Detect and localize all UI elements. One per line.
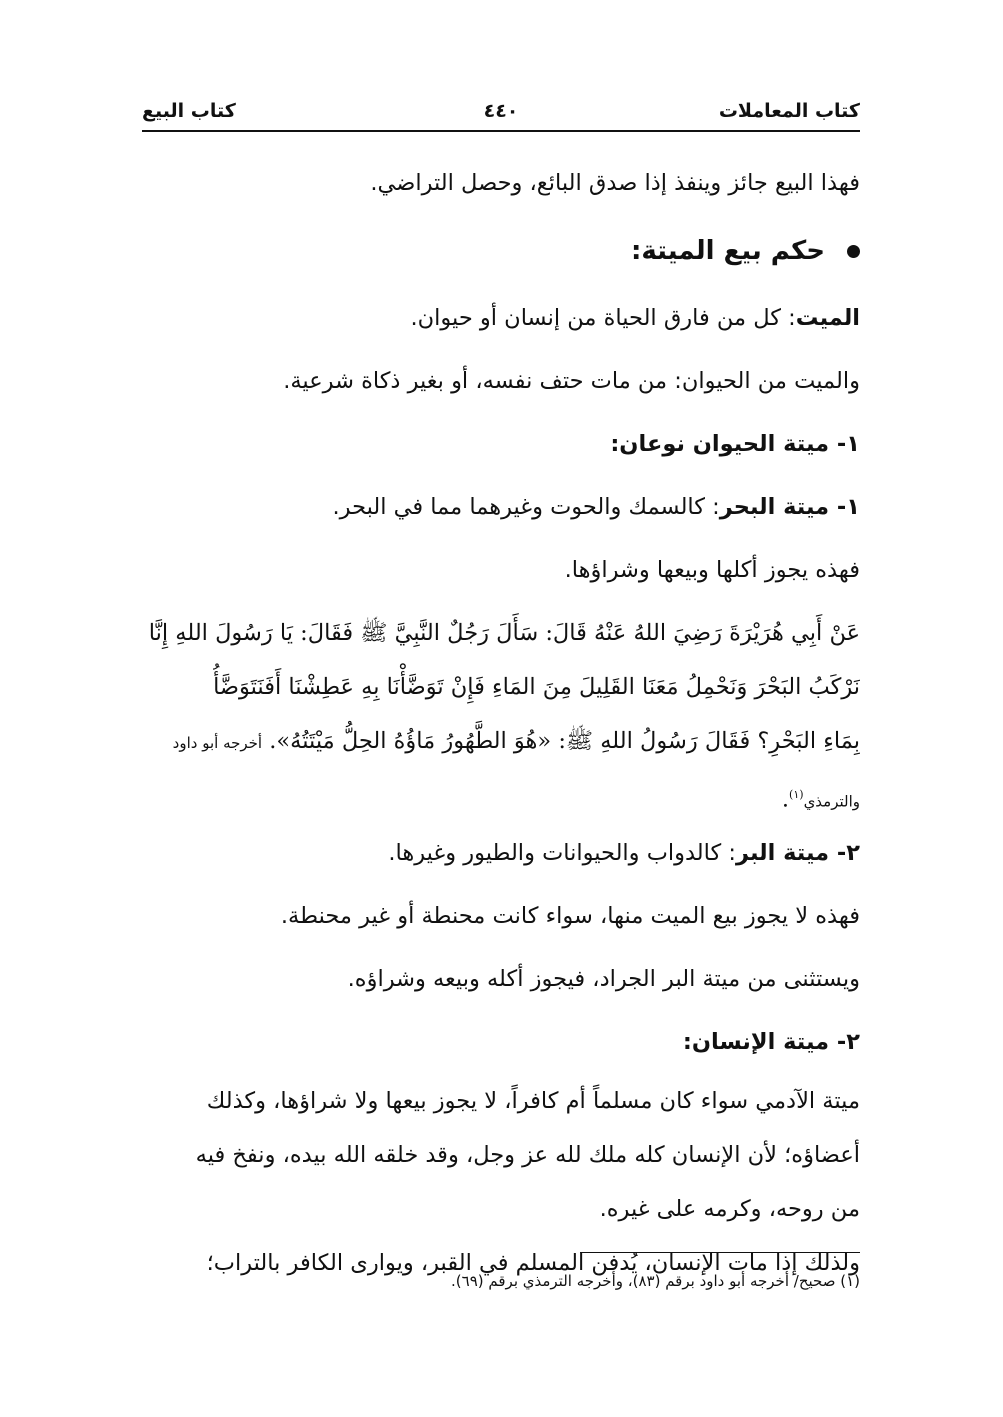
paragraph-line: ولذلك إذا مات الإنسان، يُدفن المسلم في القبر، ويوارى الكافر بالتراب؛ bbox=[206, 1250, 860, 1276]
item-number: ٢- bbox=[829, 840, 860, 866]
page-number: ٤٤٠ bbox=[483, 100, 519, 122]
paragraph-line: أعضاؤه؛ لأن الإنسان كله ملك لله عز وجل، وقد خلقه الله بيده، ونفخ فيه bbox=[195, 1142, 860, 1168]
hadith-line-3 bbox=[142, 714, 860, 768]
hadith-source-2: والترمذي bbox=[803, 792, 860, 811]
exception-locust: ويستثنى من ميتة البر الجراد، فيجوز أكله وبيعه وشراؤه. bbox=[347, 966, 860, 992]
footnote-divider bbox=[580, 1252, 860, 1253]
page-header bbox=[142, 98, 860, 132]
subsection-human: ٢- ميتة الإنسان: bbox=[682, 1029, 860, 1055]
paragraph-intro: فهذا البيع جائز وينفذ إذا صدق البائع، وحصل التراضي. bbox=[370, 170, 860, 196]
rule-land-dead: فهذه لا يجوز بيع الميت منها، سواء كانت محنطة أو غير محنطة. bbox=[280, 903, 860, 929]
item-land-dead bbox=[142, 822, 860, 885]
bullet-icon bbox=[847, 245, 860, 258]
item-sea-dead bbox=[142, 476, 860, 539]
definition-text: : كل من فارق الحياة من إنسان أو حيوان. bbox=[410, 305, 796, 331]
footnote-ref: (١) bbox=[789, 788, 804, 801]
item-term: ميتة البر bbox=[735, 840, 830, 866]
item-term: ميتة البحر bbox=[719, 494, 830, 520]
page-body bbox=[142, 152, 860, 1290]
definition-term: الميت bbox=[795, 305, 860, 331]
hadith-text: بِمَاءِ البَحْرِ؟ فَقَالَ رَسُولُ اللهِ ﷺ: «هُوَ الطَّهُورُ مَاؤُهُ الحِلُّ مَيْتَتُهُ». bbox=[262, 728, 860, 754]
definition-dead bbox=[142, 287, 860, 350]
footnote: (١) صحيح/ أخرجه أبو داود برقم (٨٣)، وأخرجه الترمذي برقم (٦٩). bbox=[451, 1272, 860, 1290]
hadith-source: أخرجه أبو داود bbox=[172, 734, 263, 752]
paragraph-human bbox=[142, 1074, 860, 1236]
definition-animal: والميت من الحيوان: من مات حتف نفسه، أو بغير ذكاة شرعية. bbox=[283, 368, 860, 394]
item-number: ١- bbox=[829, 494, 860, 520]
item-text: : كالسمك والحوت وغيرهما مما في البحر. bbox=[332, 494, 720, 520]
hadith-line-1: عَنْ أَبِي هُرَيْرَةَ رَضِيَ اللهُ عَنْهُ قَالَ: سَأَلَ رَجُلٌ النَّبِيَّ ﷺ فَقَالَ: يَا رَسُولَ اللهِ إِنَّا bbox=[148, 620, 860, 646]
paragraph-line: ميتة الآدمي سواء كان مسلماً أم كافراً، لا يجوز بيعها ولا شراؤها، وكذلك bbox=[206, 1088, 860, 1114]
paragraph-line: من روحه، وكرمه على غيره. bbox=[599, 1196, 860, 1222]
heading-text: حكم بيع الميتة: bbox=[631, 235, 825, 266]
subsection-animal: ١- ميتة الحيوان نوعان: bbox=[610, 431, 860, 457]
hadith-block bbox=[142, 606, 860, 822]
section-heading bbox=[142, 215, 860, 287]
header-chapter-title: كتاب البيع bbox=[142, 100, 236, 122]
item-text: : كالدواب والحيوانات والطيور وغيرها. bbox=[388, 840, 736, 866]
header-book-title: كتاب المعاملات bbox=[718, 100, 860, 122]
hadith-line-4 bbox=[142, 768, 860, 822]
hadith-period: . bbox=[781, 786, 790, 813]
rule-sea-dead: فهذه يجوز أكلها وبيعها وشراؤها. bbox=[564, 557, 860, 583]
hadith-line-2: نَرْكَبُ البَحْرَ وَنَحْمِلُ مَعَنَا القَلِيلَ مِنَ المَاءِ فَإِنْ تَوَضَّأْنَا بِهِ عَطِشْنَا أَفَنَتَوَضَّأُ bbox=[213, 674, 860, 700]
